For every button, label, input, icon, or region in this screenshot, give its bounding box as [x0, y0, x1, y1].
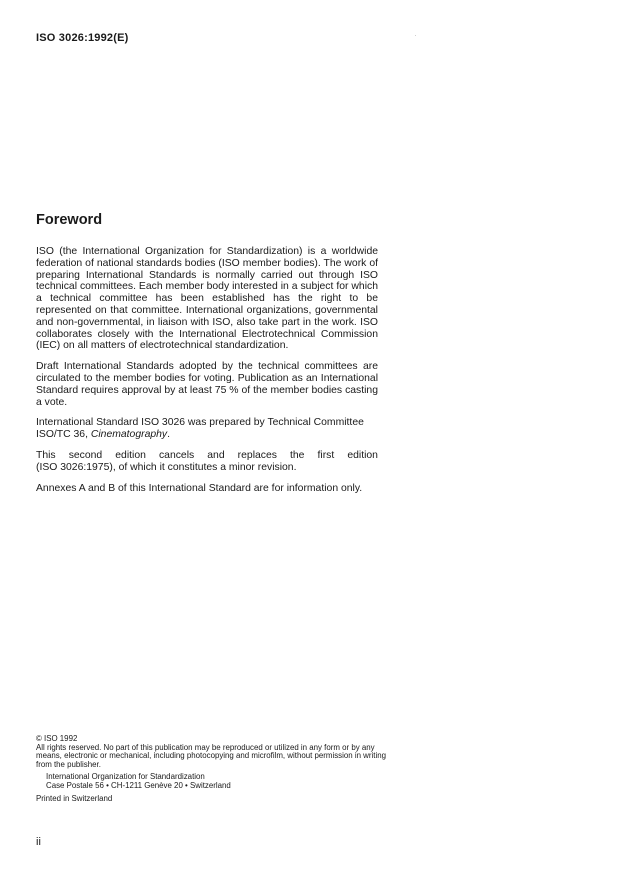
- scan-speck: [415, 35, 416, 36]
- publisher-name: International Organization for Standardization: [46, 772, 205, 782]
- foreword-body: [36, 246, 378, 503]
- paragraph-4-word: and: [207, 449, 225, 461]
- paragraph-3-end: .: [167, 429, 170, 441]
- foreword-paragraph-1: ISO (the International Organization for Standardization) is a worldwide federation of national standards bodies (ISO member bodies). The work of preparing International Standards is normally carried out through ISO technical committees. Each member body interested in a subject for which a technical committee has been established has the right to be represented on that committee. International organizations, governmental and non-governmental, in liaison with ISO, also take part in the work. ISO collaborates closely with the International Electrotechnical Commission (IEC) on all matters of electrotechnical standardization.: [36, 246, 378, 352]
- paragraph-4-word: the: [290, 449, 305, 461]
- copyright-block: [36, 735, 386, 803]
- publisher-address: Case Postale 56 • CH-1211 Genève 20 • Switzerland: [46, 780, 231, 790]
- paragraph-4-word: edition: [115, 449, 146, 461]
- paragraph-3-text: International Standard ISO 3026 was prepared by Technical Committee ISO/TC 36,: [36, 417, 364, 441]
- paragraph-4-word: second: [68, 449, 103, 461]
- committee-title: Cinematography: [90, 429, 168, 441]
- paragraph-4-word: replaces: [237, 449, 277, 461]
- paragraph-4-line-2: (ISO 3026:1975), of which it constitutes a minor revision.: [36, 461, 297, 473]
- foreword-paragraph-3: [36, 417, 378, 441]
- paragraph-4-word: edition: [347, 449, 378, 461]
- page-number: ii: [36, 836, 41, 848]
- paragraph-4-word: first: [317, 449, 335, 461]
- rights-statement: All rights reserved. No part of this publication may be reproduced or utilized in any form or by any means, electronic or mechanical, including photocopying and microfilm, without permission in writing from the publisher.: [36, 742, 386, 769]
- foreword-paragraph-2: Draft International Standards adopted by the technical committees are circulated to the member bodies for voting. Publication as an International Standard requires approval by at least 75 % of the member bodies casting a vote.: [36, 361, 378, 408]
- copyright-notice: © ISO 1992: [36, 734, 78, 743]
- document-id: ISO 3026:1992(E): [36, 32, 129, 44]
- printed-location: Printed in Switzerland: [36, 793, 113, 803]
- paragraph-4-word: This: [36, 449, 56, 461]
- paragraph-4-line-1: [36, 450, 378, 462]
- foreword-paragraph-5: Annexes A and B of this International Standard are for information only.: [36, 482, 363, 494]
- paragraph-4-word: cancels: [158, 449, 195, 461]
- foreword-heading: Foreword: [36, 212, 103, 228]
- foreword-paragraph-4: [36, 450, 378, 474]
